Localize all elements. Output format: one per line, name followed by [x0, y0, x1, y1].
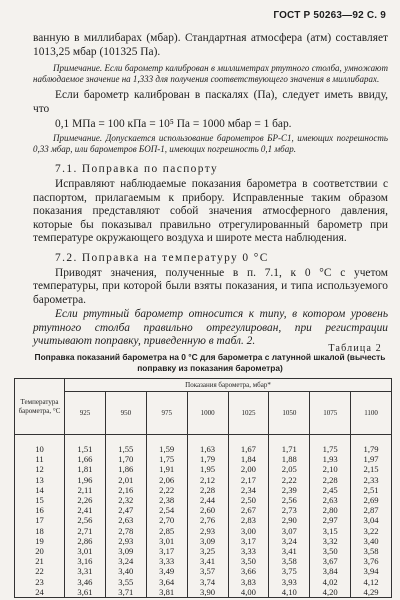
- correction-cell: 2,39: [269, 485, 310, 495]
- correction-cell: 2,97: [310, 515, 351, 525]
- correction-cell: 2,06: [146, 475, 187, 485]
- correction-cell: 3,01: [146, 536, 187, 546]
- correction-cell: 2,22: [269, 475, 310, 485]
- correction-cell: 2,50: [228, 495, 269, 505]
- correction-cell: 2,38: [146, 495, 187, 505]
- correction-cell: 2,11: [65, 485, 106, 495]
- correction-cell: 3,84: [310, 566, 351, 576]
- correction-cell: 1,75: [146, 454, 187, 464]
- correction-cell: 3,55: [105, 577, 146, 587]
- correction-cell: 2,47: [105, 505, 146, 515]
- correction-cell: 2,34: [228, 485, 269, 495]
- correction-cell: 1,97: [351, 454, 392, 464]
- correction-cell: 2,28: [310, 475, 351, 485]
- correction-cell: 2,01: [105, 475, 146, 485]
- correction-cell: 3,25: [187, 546, 228, 556]
- pressure-column-950: 950: [105, 392, 146, 435]
- table-row: [15, 485, 392, 495]
- correction-cell: 1,51: [65, 435, 106, 455]
- correction-cell: 1,70: [105, 454, 146, 464]
- correction-cell: 3,46: [65, 577, 106, 587]
- correction-cell: 2,16: [105, 485, 146, 495]
- correction-cell: 2,51: [351, 485, 392, 495]
- correction-cell: 2,76: [187, 515, 228, 525]
- correction-cell: 3,83: [228, 577, 269, 587]
- table-row: [15, 454, 392, 464]
- correction-cell: 3,04: [351, 515, 392, 525]
- correction-cell: 2,80: [310, 505, 351, 515]
- correction-cell: 2,87: [351, 505, 392, 515]
- pressure-column-1000: 1000: [187, 392, 228, 435]
- correction-cell: 1,81: [65, 464, 106, 474]
- correction-cell: 3,71: [105, 587, 146, 598]
- table-caption: Поправка показаний барометра на 0 °С для барометра с латунной шкалой (вычесть поправку из показания барометра): [34, 352, 386, 373]
- table-row: [15, 556, 392, 566]
- correction-cell: 1,79: [187, 454, 228, 464]
- correction-cell: 4,20: [310, 587, 351, 598]
- correction-cell: 3,24: [269, 536, 310, 546]
- correction-cell: 2,73: [269, 505, 310, 515]
- correction-cell: 1,71: [269, 435, 310, 455]
- correction-cell: 1,75: [310, 435, 351, 455]
- paragraph-temperature-correction: Приводят значения, полученные в п. 7.1, к 0 °С с учетом температуры, при которой были взяты показания, и типа используемого барометра.: [33, 266, 388, 306]
- temperature-cell: 13: [15, 475, 65, 485]
- correction-cell: 3,50: [310, 546, 351, 556]
- correction-cell: 2,28: [187, 485, 228, 495]
- correction-cell: 3,50: [228, 556, 269, 566]
- correction-cell: 2,86: [65, 536, 106, 546]
- text-body: [0, 32, 400, 349]
- temperature-cell: 11: [15, 454, 65, 464]
- section-heading-7-1: 7.1. Поправка по паспорту: [55, 163, 219, 176]
- correction-cell: 1,84: [228, 454, 269, 464]
- temperature-cell: 19: [15, 536, 65, 546]
- formula-units: 0,1 МПа = 100 кПа = 10⁵ Па = 1000 мбар = 1 бар.: [55, 117, 292, 130]
- temperature-cell: 17: [15, 515, 65, 525]
- correction-cell: 3,67: [310, 556, 351, 566]
- correction-cell: 3,40: [351, 536, 392, 546]
- correction-cell: 3,75: [269, 566, 310, 576]
- correction-cell: 3,64: [146, 577, 187, 587]
- correction-cell: 2,93: [105, 536, 146, 546]
- note-lead: Примечание.: [53, 63, 103, 74]
- correction-cell: 3,32: [310, 536, 351, 546]
- correction-cell: 3,58: [269, 556, 310, 566]
- paragraph-pascal: Если барометр калиброван в паскалях (Па), следует иметь ввиду, что: [33, 89, 388, 115]
- correction-cell: 2,90: [269, 515, 310, 525]
- correction-cell: 3,58: [351, 546, 392, 556]
- pressure-column-975: 975: [146, 392, 187, 435]
- correction-cell: 2,41: [65, 505, 106, 515]
- table-row: [15, 526, 392, 536]
- correction-cell: 3,24: [105, 556, 146, 566]
- correction-cell: 4,02: [310, 577, 351, 587]
- temperature-cell: 22: [15, 566, 65, 576]
- table-row: [15, 495, 392, 505]
- correction-cell: 1,66: [65, 454, 106, 464]
- note-millimeters: [0, 63, 400, 84]
- correction-cell: 2,63: [105, 515, 146, 525]
- temperature-cell: 24: [15, 587, 65, 598]
- table-label: Таблица 2: [328, 343, 382, 354]
- correction-cell: 2,70: [146, 515, 187, 525]
- correction-cell: 3,31: [65, 566, 106, 576]
- temperature-cell: 12: [15, 464, 65, 474]
- note-lead: Примечание.: [53, 133, 103, 144]
- correction-cell: 2,67: [228, 505, 269, 515]
- paragraph-passport-correction: Исправляют наблюдаемые показания барометра в соответствии с паспортом, прилагаемым к прибору. Исправленные таким образом показания представляют собой значения атмосферного давления, которые бы показывал правильно отрегулированный барометр при температуре окружающего воздуха и широте места наблюдения.: [33, 177, 388, 245]
- correction-cell: 3,17: [146, 546, 187, 556]
- correction-cell: 3,07: [269, 526, 310, 536]
- correction-cell: 1,67: [228, 435, 269, 455]
- table-row: [15, 566, 392, 576]
- correction-cell: 1,93: [310, 454, 351, 464]
- pressure-column-1050: 1050: [269, 392, 310, 435]
- pressure-column-925: 925: [65, 392, 106, 435]
- correction-cell: 1,88: [269, 454, 310, 464]
- correction-cell: 2,15: [351, 464, 392, 474]
- correction-cell: 3,00: [228, 526, 269, 536]
- correction-cell: 3,74: [187, 577, 228, 587]
- page-header: ГОСТ Р 50263—92 С. 9: [273, 10, 386, 21]
- correction-cell: 2,17: [228, 475, 269, 485]
- correction-cell: 3,09: [187, 536, 228, 546]
- correction-cell: 3,41: [187, 556, 228, 566]
- correction-cell: 2,56: [65, 515, 106, 525]
- correction-cell: 1,63: [187, 435, 228, 455]
- correction-cell: 3,16: [65, 556, 106, 566]
- table-body: [15, 435, 392, 598]
- table-row: [15, 536, 392, 546]
- correction-table: [14, 378, 392, 598]
- correction-cell: 3,90: [187, 587, 228, 598]
- temperature-cell: 15: [15, 495, 65, 505]
- correction-cell: 2,85: [146, 526, 187, 536]
- correction-cell: 3,22: [351, 526, 392, 536]
- correction-cell: 3,33: [228, 546, 269, 556]
- table-row: [15, 475, 392, 485]
- correction-cell: 4,00: [228, 587, 269, 598]
- note-text: Если барометр калиброван в миллиметрах ртутного столба, умножают наблюдаемое значение на 1,333 для получения соответствующего значения в миллибарах.: [33, 63, 388, 84]
- correction-cell: 3,33: [146, 556, 187, 566]
- correction-cell: 2,69: [351, 495, 392, 505]
- correction-cell: 2,32: [105, 495, 146, 505]
- pressure-column-1075: 1075: [310, 392, 351, 435]
- correction-cell: 2,56: [269, 495, 310, 505]
- table-row: [15, 505, 392, 515]
- correction-cell: 3,81: [146, 587, 187, 598]
- correction-cell: 2,54: [146, 505, 187, 515]
- pressure-column-1025: 1025: [228, 392, 269, 435]
- correction-cell: 3,66: [228, 566, 269, 576]
- correction-cell: 2,12: [187, 475, 228, 485]
- correction-cell: 1,96: [65, 475, 106, 485]
- temperature-cell: 16: [15, 505, 65, 515]
- correction-cell: 1,59: [146, 435, 187, 455]
- correction-cell: 3,76: [351, 556, 392, 566]
- table-row: [15, 546, 392, 556]
- correction-cell: 2,26: [65, 495, 106, 505]
- readings-group-header: Показания барометра, мбар*: [65, 379, 392, 392]
- correction-cell: 3,15: [310, 526, 351, 536]
- correction-cell: 2,78: [105, 526, 146, 536]
- correction-cell: 3,40: [105, 566, 146, 576]
- table-row: [15, 435, 392, 455]
- correction-cell: 3,61: [65, 587, 106, 598]
- temperature-cell: 20: [15, 546, 65, 556]
- correction-cell: 2,33: [351, 475, 392, 485]
- section-heading-7-2: 7.2. Поправка на температуру 0 °С: [55, 251, 269, 264]
- temperature-cell: 10: [15, 435, 65, 455]
- correction-cell: 2,63: [310, 495, 351, 505]
- correction-cell: 3,49: [146, 566, 187, 576]
- temperature-cell: 18: [15, 526, 65, 536]
- correction-cell: 1,55: [105, 435, 146, 455]
- correction-cell: 3,93: [269, 577, 310, 587]
- paragraph-mercury-barometer: Если ртутный барометр относится к типу, в котором уровень ртутного столба правильно отрегулирован, при регистрации учитывают поправку, приведенную в табл. 2.: [33, 308, 388, 348]
- correction-cell: 4,29: [351, 587, 392, 598]
- correction-cell: 3,94: [351, 566, 392, 576]
- correction-cell: 2,71: [65, 526, 106, 536]
- temperature-cell: 23: [15, 577, 65, 587]
- pressure-column-1100: 1100: [351, 392, 392, 435]
- paragraph-standard-atmosphere: ванную в миллибарах (мбар). Стандартная атмосфера (атм) составляет 1013,25 мбар (101325 Па).: [33, 32, 388, 58]
- table-row: [15, 587, 392, 598]
- pressure-column-headers: [15, 392, 392, 435]
- correction-cell: 3,41: [269, 546, 310, 556]
- temperature-cell: 21: [15, 556, 65, 566]
- correction-cell: 2,60: [187, 505, 228, 515]
- correction-cell: 1,95: [187, 464, 228, 474]
- table-row: [15, 464, 392, 474]
- correction-cell: 2,00: [228, 464, 269, 474]
- table-row: [15, 515, 392, 525]
- correction-cell: 2,44: [187, 495, 228, 505]
- correction-cell: 2,83: [228, 515, 269, 525]
- correction-cell: 2,10: [310, 464, 351, 474]
- note-barometers: [0, 133, 400, 154]
- correction-cell: 3,09: [105, 546, 146, 556]
- temperature-column-header: Температура барометра, °С: [15, 379, 65, 435]
- correction-cell: 1,79: [351, 435, 392, 455]
- correction-cell: 2,05: [269, 464, 310, 474]
- note-text: Допускается использование барометров БР-С1, имеющих погрешность 0,33 мбар, или барометров БОП-1, имеющих погрешность 0,1 мбар.: [33, 133, 388, 154]
- table-row: [15, 577, 392, 587]
- correction-cell: 4,10: [269, 587, 310, 598]
- correction-cell: 3,01: [65, 546, 106, 556]
- correction-cell: 3,17: [228, 536, 269, 546]
- correction-cell: 1,86: [105, 464, 146, 474]
- temperature-cell: 14: [15, 485, 65, 495]
- correction-cell: 3,57: [187, 566, 228, 576]
- correction-cell: 4,12: [351, 577, 392, 587]
- correction-cell: 2,45: [310, 485, 351, 495]
- correction-cell: 1,91: [146, 464, 187, 474]
- correction-cell: 2,93: [187, 526, 228, 536]
- correction-cell: 2,22: [146, 485, 187, 495]
